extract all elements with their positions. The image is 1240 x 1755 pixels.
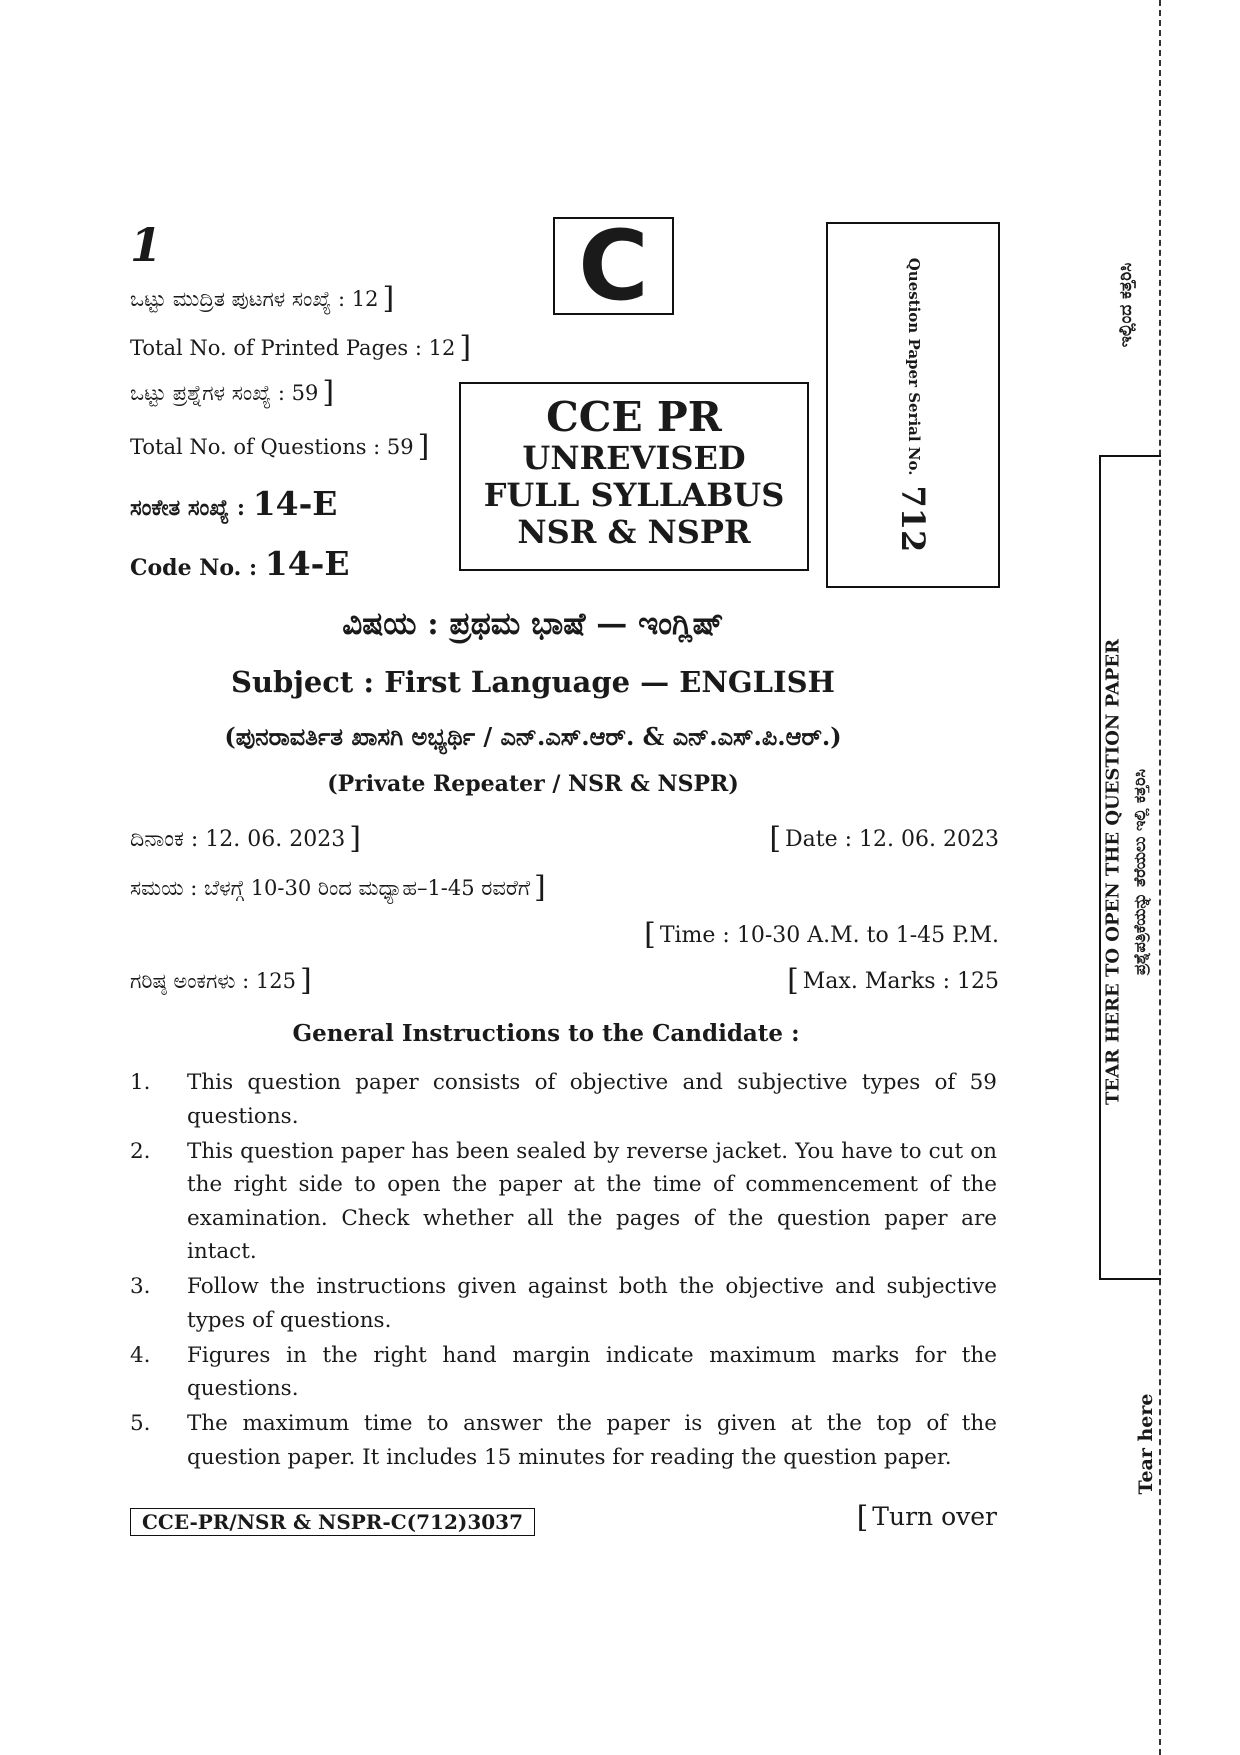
en-repeater: (Private Repeater / NSR & NSPR)	[327, 771, 739, 797]
open-bracket: [	[644, 917, 656, 952]
title-box	[459, 382, 809, 571]
instruction-text: Follow the instructions given against both the objective and subjective types of questions.	[187, 1274, 997, 1333]
instruction-number: 2.	[130, 1138, 151, 1164]
kn-printed-pages	[130, 281, 395, 316]
close-bracket: ]	[459, 330, 472, 365]
kn-time-text: ಸಮಯ : ಬೆಳಗ್ಗೆ 10-30 ರಿಂದ ಮಧ್ಯಾಹ–1-45 ರವರೆಗೆ	[130, 876, 531, 900]
instruction-number: 4.	[130, 1342, 151, 1368]
title-line-4: NSR & NSPR	[517, 513, 751, 551]
open-bracket: [	[787, 963, 799, 998]
instruction-text: Figures in the right hand margin indicate maximum marks for the questions.	[187, 1342, 997, 1401]
kn-printed-pages-text: ಒಟ್ಟು ಮುದ್ರಿತ ಪುಟಗಳ ಸಂಖ್ಯೆ : 12	[130, 287, 379, 311]
kn-code-label: ಸಂಕೇತ ಸಂಖ್ಯೆ :	[130, 495, 246, 521]
title-line-3: FULL SYLLABUS	[483, 476, 785, 514]
en-total-questions	[130, 429, 430, 464]
turn-over	[857, 1502, 997, 1533]
version-letter-box: C	[553, 217, 674, 315]
instructions-heading: General Instructions to the Candidate :	[292, 1020, 800, 1047]
kn-total-questions-text: ಒಟ್ಟು ಪ್ರಶ್ನೆಗಳ ಸಂಖ್ಯೆ : 59	[130, 381, 319, 405]
en-printed-pages	[130, 330, 472, 365]
instruction-text: This question paper consists of objective and subjective types of 59 questions.	[187, 1070, 997, 1129]
en-printed-pages-text: Total No. of Printed Pages : 12	[130, 336, 456, 360]
instruction-number: 5.	[130, 1411, 151, 1436]
instruction-number: 3.	[130, 1274, 151, 1299]
serial-number-text	[894, 258, 932, 553]
footer-paper-code: CCE-PR/NSR & NSPR-C(712)3037	[130, 1508, 535, 1536]
en-time	[644, 917, 999, 952]
en-total-questions-text: Total No. of Questions : 59	[130, 435, 414, 459]
instruction-text: The maximum time to answer the paper is given at the top of the question paper. It includes 15 minutes for reading the question paper.	[187, 1411, 997, 1470]
open-bracket: [	[856, 1500, 869, 1535]
close-bracket: ]	[417, 429, 430, 464]
title-line-1: CCE PR	[546, 393, 722, 441]
en-max-marks	[787, 963, 999, 998]
serial-number-box	[826, 222, 1000, 588]
kn-subject: ವಿಷಯ : ಪ್ರಥಮ ಭಾಷೆ — ಇಂಗ್ಲಿಷ್	[342, 606, 724, 642]
cut-here-kn-text: ಇಲ್ಲಿಂದ ಕತ್ತರಿಸಿ	[1116, 262, 1136, 348]
serial-label: Question Paper Serial No.	[905, 257, 923, 476]
close-bracket: ]	[299, 963, 312, 998]
close-bracket: ]	[349, 821, 361, 856]
title-line-2: UNREVISED	[522, 439, 746, 477]
en-time-text: Time : 10-30 A.M. to 1-45 P.M.	[659, 923, 999, 948]
en-code-number	[130, 544, 350, 583]
kn-max-marks	[130, 963, 312, 998]
instruction-item	[130, 1135, 997, 1269]
en-marks-text: Max. Marks : 125	[802, 969, 999, 994]
kn-total-questions	[130, 375, 335, 410]
turn-over-text: Turn over	[872, 1502, 997, 1531]
instruction-item	[130, 1270, 997, 1337]
tear-here-main-text: TEAR HERE TO OPEN THE QUESTION PAPER	[1102, 638, 1124, 1106]
instruction-item	[130, 1407, 997, 1474]
close-bracket: ]	[534, 870, 546, 905]
en-subject: Subject : First Language — ENGLISH	[231, 665, 835, 699]
open-bracket: [	[769, 821, 782, 856]
kn-time	[130, 870, 546, 905]
kn-repeater: (ಪುನರಾವರ್ತಿತ ಖಾಸಗಿ ಅಭ್ಯರ್ಥಿ / ಎನ್.ಎಸ್.ಆರ್. & ಎನ್.ಎಸ್.ಪಿ.ಆರ್.)	[224, 722, 842, 751]
close-bracket: ]	[382, 281, 395, 316]
kn-code-number	[130, 484, 337, 523]
instruction-item	[130, 1066, 997, 1133]
kn-marks-text: ಗರಿಷ್ಠ ಅಂಕಗಳು : 125	[130, 969, 296, 993]
kn-date	[130, 821, 361, 856]
serial-number: 712	[894, 485, 932, 553]
en-date-text: Date : 12. 06. 2023	[785, 827, 999, 852]
kn-date-text: ದಿನಾಂಕ : 12. 06. 2023	[130, 827, 346, 852]
instructions-list	[130, 1066, 997, 1476]
tear-here-text: Tear here	[1135, 1393, 1157, 1495]
instruction-text: This question paper has been sealed by reverse jacket. You have to cut on the right side to open the paper at the time of commencement of the examination. Check whether all the pages of the question paper are intact.	[187, 1138, 997, 1264]
page-number: 1	[130, 218, 163, 272]
close-bracket: ]	[322, 375, 335, 410]
instruction-item	[130, 1339, 997, 1406]
kn-code-value: 14-E	[252, 484, 338, 523]
tear-here-kn-text: ಪ್ರಶ್ನೆಪತ್ರಿಕೆಯನ್ನು ತೆರೆಯಲು ಇಲ್ಲಿ ಕತ್ತರಿಸಿ	[1130, 768, 1149, 976]
en-date	[769, 821, 999, 856]
en-code-value: 14-E	[264, 544, 350, 583]
en-code-label: Code No. :	[130, 555, 258, 581]
instruction-number: 1.	[130, 1070, 151, 1095]
